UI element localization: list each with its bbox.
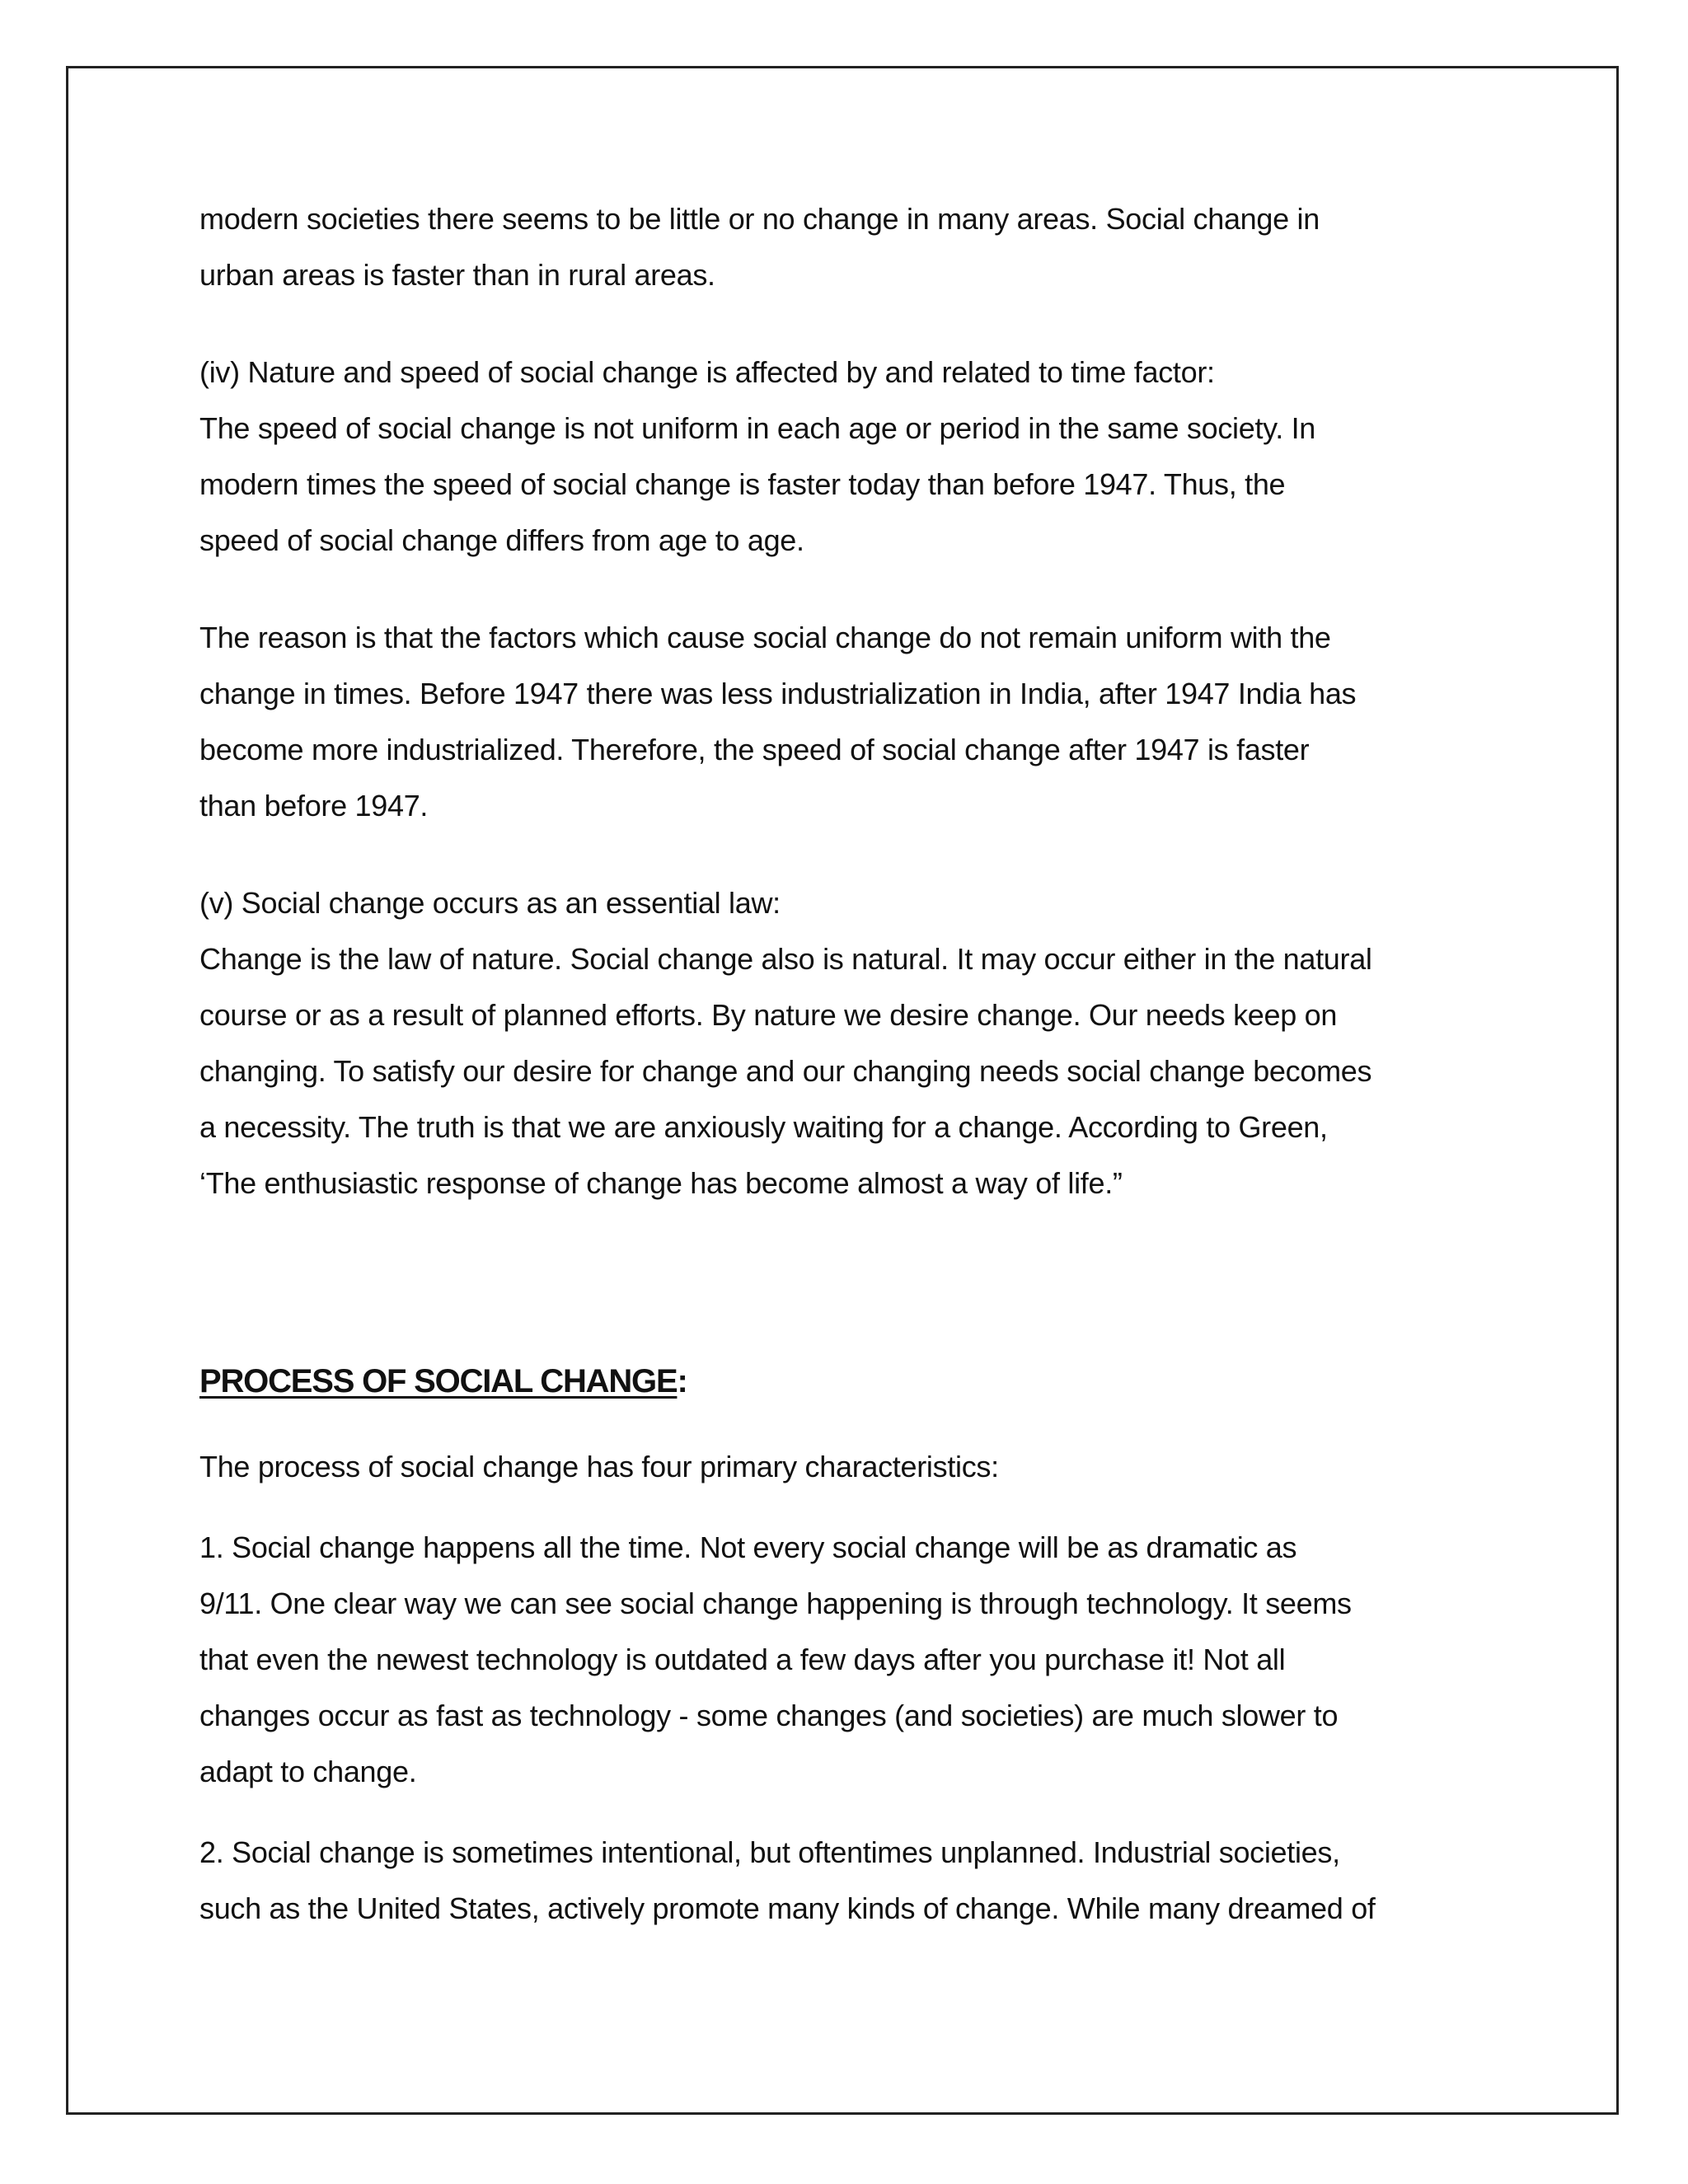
text-line: (iv) Nature and speed of social change is affected by and related to time factor: [199,355,1215,389]
list-item-2 [199,1825,1493,1937]
text-line: modern times the speed of social change is faster today than before 1947. Thus, the [199,467,1286,501]
text-line: that even the newest technology is outdated a few days after you purchase it! Not all [199,1643,1286,1676]
section-heading-text: PROCESS OF SOCIAL CHANGE [199,1363,678,1399]
text-line: (v) Social change occurs as an essential law: [199,886,781,920]
section-heading-colon: : [677,1363,687,1399]
text-line: The speed of social change is not uniform in each age or period in the same society. In [199,411,1316,445]
paragraph-essential-law [199,875,1493,1212]
text-line: changes occur as fast as technology - some changes (and societies) are much slower to [199,1699,1339,1732]
text-line: modern societies there seems to be little or no change in many areas. Social change in [199,202,1320,236]
text-line: course or as a result of planned efforts. By nature we desire change. Our needs keep on [199,998,1338,1032]
list-item-1 [199,1520,1493,1800]
text-line: change in times. Before 1947 there was less industrialization in India, after 1947 India has [199,677,1357,710]
text-line: Change is the law of nature. Social change also is natural. It may occur either in the natural [199,942,1372,976]
text-line: speed of social change differs from age to age. [199,523,804,557]
text-line: 2. Social change is sometimes intentional, but oftentimes unplanned. Industrial societies, [199,1835,1340,1869]
text-line: adapt to change. [199,1755,417,1788]
paragraph-urban-rural [199,191,1493,303]
text-line: become more industrialized. Therefore, the speed of social change after 1947 is faster [199,733,1310,766]
text-line: a necessity. The truth is that we are anxiously waiting for a change. According to Green, [199,1110,1328,1144]
text-line: The process of social change has four primary characteristics: [199,1450,999,1483]
text-line: ‘The enthusiastic response of change has become almost a way of life.” [199,1166,1123,1200]
text-line: changing. To satisfy our desire for change and our changing needs social change becomes [199,1054,1372,1088]
text-line: than before 1947. [199,789,429,823]
paragraph-time-factor [199,344,1493,569]
text-line: The reason is that the factors which cause social change do not remain uniform with the [199,621,1331,654]
text-line: such as the United States, actively promote many kinds of change. While many dreamed of [199,1891,1376,1925]
text-line: 9/11. One clear way we can see social change happening is through technology. It seems [199,1586,1352,1620]
paragraph-characteristics-intro [199,1439,1493,1495]
document-body [199,191,1493,1937]
paragraph-reason [199,610,1493,834]
text-line: 1. Social change happens all the time. Not every social change will be as dramatic as [199,1530,1297,1564]
section-heading [199,1353,1493,1409]
text-line: urban areas is faster than in rural areas. [199,258,715,292]
